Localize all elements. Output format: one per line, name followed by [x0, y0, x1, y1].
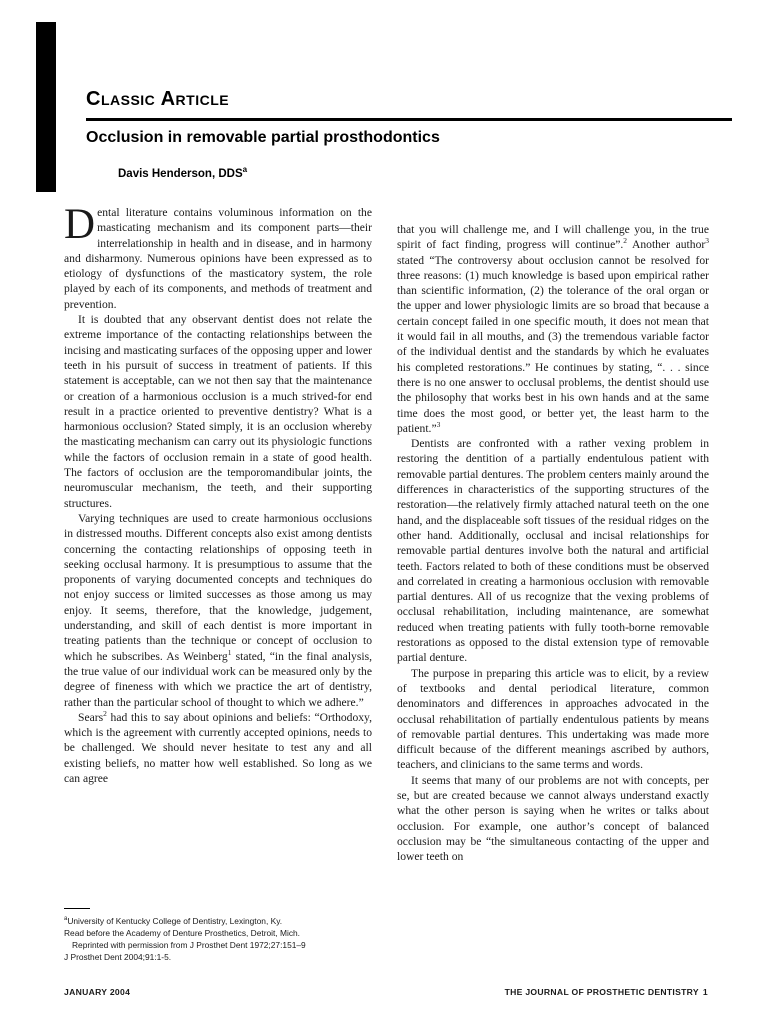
footer-journal [505, 987, 708, 997]
paragraph [397, 222, 709, 436]
author-line [118, 165, 247, 180]
footer-date: JANUARY 2004 [64, 987, 131, 997]
footnote-citation: J Prosthet Dent 2004;91:1-5. [64, 952, 172, 963]
paragraph [64, 511, 372, 710]
paragraph: Dentists are confronted with a rather vexing problem in restoring the dentition of a partially endentulous patient with removable partial dentures. The problem centers mainly around the differences in characteristics of the supporting structures of the restoration—the relatively firmly attached natural teeth on the one hand, and the displaceable soft tissues of the residual ridges on the other hand. Additionally, occlusal and incisal relationships for removable partial dentures involve both the natural and artificial teeth. Factors related to both of these conditions must be observed and correlated in creating a harmonious occlusion with removable partial dentures. All of us recognize that the vexing problems of occlusal rehabilitation, including maintenance, are somewhat reduced when treating patients with fully tooth-borne removable restorations as opposed to the distal extension type of removable partial denture. [397, 437, 709, 665]
author-name: Davis Henderson, DDS [118, 167, 243, 180]
paragraph-text: had this to say about opinions and beliefs: “Orthodoxy, which is the agreement with currently accepted opinions, needs to be challenged. We should never hesitate to test any and all existing beliefs, no matter how well established. So long as we can agree [64, 710, 372, 785]
paragraph-text: Sears [78, 710, 104, 724]
paragraph-text: Varying techniques are used to create harmonious occlusions in distressed mouths. Different concepts also exist among dentists concerning the contacting relationships of opposing teeth in seeking occlusal harmony. It is presumptious to assume that the proponents of varying documented concepts and techniques do not enjoy success or limited successes as those among us may enjoy. It seems, therefore, that the knowledge, judgement, understanding, and skill of each dentist is more important in treating patients than the technique or concept of occlusion to which he subscribes. As Weinberg [64, 511, 372, 663]
paragraph-text: that you will challenge me, and I will challenge you, in the true spirit of fact finding, progress will continue”. [397, 223, 709, 252]
footnote-affiliation [64, 913, 372, 927]
reference-marker: 1 [227, 647, 232, 657]
footnote-read-before: Read before the Academy of Denture Prosthetics, Detroit, Mich. [64, 928, 301, 938]
paragraph: It is doubted that any observant dentist does not relate the extreme importance of the contacting relationships between the incising and masticating surfaces of the opposing upper and lower teeth in his pursuit of success in treatment of patients. If this statement is acceptable, can we not then say that the maintenance or creation of a harmonious occlusion is a much strived-for end result in a practice oriented to preventive dentistry? What is a harmonious occlusion? Stated simply, it is an occlusion whereby the masticating mechanism can carry out its physiologic functions while the factors of occlusion remain in a state of good health. The factors of occlusion are the temporomandibular joints, the neuromuscular mechanism, the teeth, and their supporting structures. [64, 313, 372, 510]
paragraph: It seems that many of our problems are not with concepts, per se, but are created because we cannot always understand exactly what the other person is saying when he writes or talks about occlusion. For example, one author’s concept of balanced occlusion may be “the simultaneous contacting of the upper and lower teeth on [397, 773, 709, 864]
author-affiliation-marker: a [242, 165, 248, 174]
paragraph [64, 201, 372, 312]
footnote-marker: a [64, 916, 68, 922]
paragraph: The purpose in preparing this article was to elicit, by a review of textbooks and dental periodical literature, common denominators and differences in approaches advocated in the occlusal rehabilitation of partially endentulous patients by means of removable partial dentures. This undertaking was made more difficult because of the different meanings ascribed by authors, teachers, and clinicians to the same terms and words. [397, 666, 709, 772]
paragraph-text: ental literature contains voluminous information on the masticating mechanism and its component parts—their interrelationship in health and in disease, and in harmony and disharmony. Numerous opinions have been expressed as to etiology of dysfunctions of the masticatory system, the role played by each of its components, and methods of treatment and prevention. [64, 206, 372, 311]
journal-name: THE JOURNAL OF PROSTHETIC DENTISTRY [504, 987, 699, 997]
footnote-text: University of Kentucky College of Dentistry, Lexington, Ky. [67, 915, 283, 926]
reference-marker: 3 [705, 236, 709, 246]
footnotes [64, 913, 372, 964]
paragraph-text: stated, “in the final analysis, the true value of our individual work can be measured only by the degree of fineness with which we practice the art of dentistry, rather than the particular school of thought to which we adhere.” [64, 649, 372, 709]
left-column [64, 201, 372, 786]
reference-marker: 3 [436, 420, 441, 429]
footnote-rule [64, 908, 90, 909]
section-marker-bar [36, 22, 56, 192]
paragraph-text: stated “The controversy about occlusion cannot be resolved for three reasons: (1) much knowledge is based upon empirical rather than scientific information, (2) the tolerance of the oral organ or the upper and lower physiologic limits are so broad that because a certain concept failed in one specific mouth, it does not mean that it would fail in all mouths, and (3) the tremendous variable factor of the individual dentist and the standards by which he evaluates his completed restorations.” He continues by stating, “. . . since there is no one answer to occlusal problems, the dentist should use the philosophy that works best in his own hands and at the same time does the most good, or better yet, the least harm to the patient.” [397, 253, 709, 435]
paragraph-text: Another author [627, 238, 706, 252]
paragraph [64, 710, 372, 786]
footnote-reprint: Reprinted with permission from J Prosthet Dent 1972;27:151–9 [72, 940, 306, 951]
article-title: Occlusion in removable partial prosthodontics [86, 129, 440, 146]
reference-marker: 2 [103, 708, 107, 718]
drop-cap: D [64, 201, 96, 248]
reference-marker: 2 [623, 236, 628, 246]
page-number: 1 [702, 987, 708, 997]
section-label: Classic Article [86, 88, 230, 110]
right-column [397, 222, 709, 864]
header-rule [86, 118, 732, 121]
